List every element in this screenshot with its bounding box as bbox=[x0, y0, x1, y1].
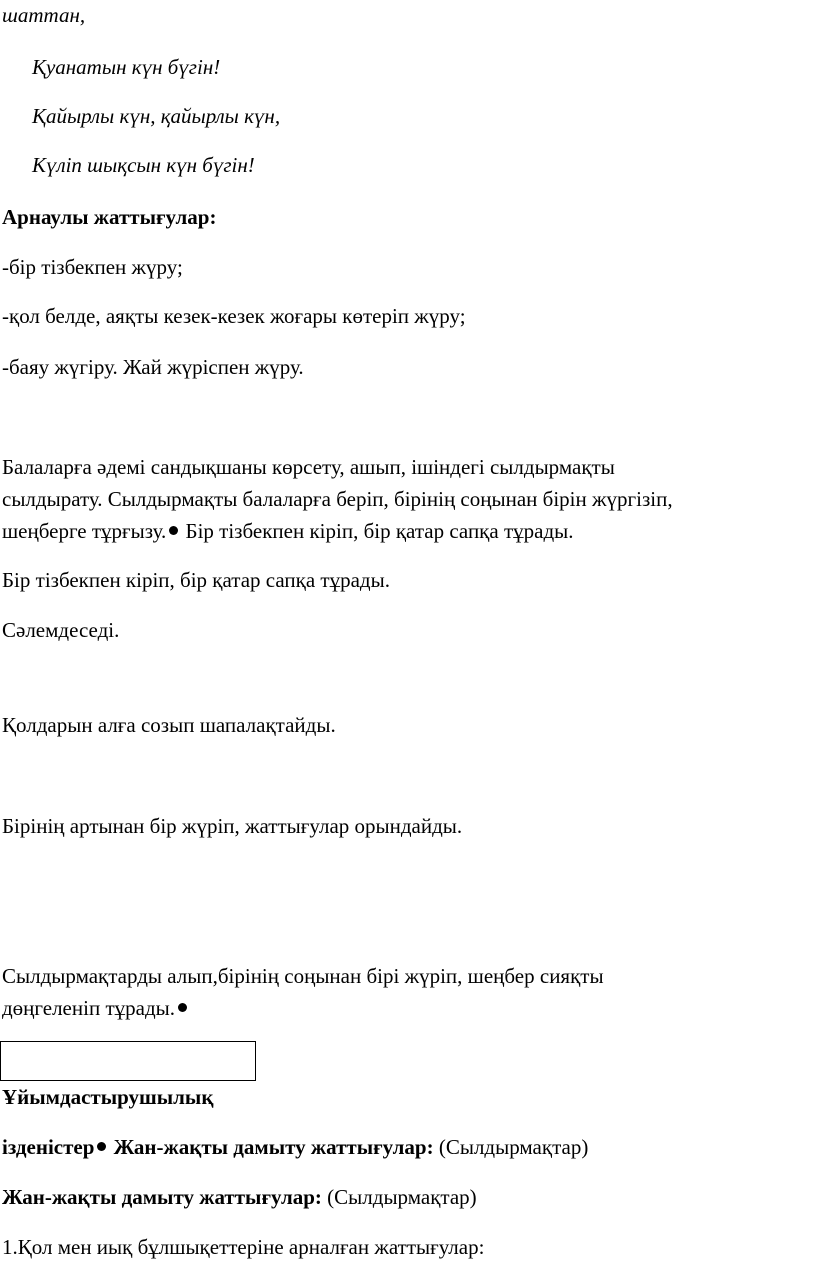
section-heading: Арнаулы жаттығулар: bbox=[2, 205, 217, 229]
section-line: ізденістер Жан-жақты дамыту жаттығулар: (Сылдырмақтар) bbox=[2, 1135, 589, 1159]
list-item: -қол белде, аяқты кезек-кезек жоғары көтеріп жүру; bbox=[2, 304, 466, 328]
paragraph-line: Балаларға әдемі сандықшаны көрсету, ашып, ішіндегі сылдырмақты bbox=[2, 455, 615, 479]
empty-box bbox=[0, 1041, 256, 1081]
text-line: Бірінің артынан бір жүріп, жаттығулар орындайды. bbox=[2, 814, 463, 838]
poem-line: Күліп шықсын күн бүгін! bbox=[32, 153, 255, 177]
poem-line: Қуанатын күн бүгін! bbox=[32, 55, 221, 79]
bullet-icon bbox=[97, 1142, 106, 1151]
poem-line: Қайырлы күн, қайырлы күн, bbox=[32, 104, 281, 128]
paragraph-line: шеңберге тұрғызу. Бір тізбекпен кіріп, бір қатар сапқа тұрады. bbox=[2, 519, 574, 543]
paragraph-line: дөңгеленіп тұрады. bbox=[2, 995, 189, 1021]
text-line: Сәлемдеседі. bbox=[2, 618, 120, 642]
section-line: Жан-жақты дамыту жаттығулар: (Сылдырмақтар) bbox=[2, 1185, 477, 1209]
paragraph-line: Сылдырмақтарды алып,бірінің соңынан бірі жүріп, шеңбер сияқты bbox=[2, 964, 604, 988]
bullet-icon bbox=[169, 526, 178, 535]
section-title: Ұйымдастырушылық bbox=[2, 1085, 214, 1109]
text-line: Қолдарын алға созып шапалақтайды. bbox=[2, 713, 336, 737]
bullet-icon bbox=[178, 1003, 187, 1012]
list-item: -бір тізбекпен жүру; bbox=[2, 255, 183, 279]
text-line: Бір тізбекпен кіріп, бір қатар сапқа тұрады. bbox=[2, 568, 390, 592]
list-item: -баяу жүгіру. Жай жүріспен жүру. bbox=[2, 355, 304, 379]
paragraph-line: сылдырату. Сылдырмақты балаларға беріп, бірінің соңынан бірін жүргізіп, bbox=[2, 487, 673, 511]
section-line: 1.Қол мен иық бұлшықеттеріне арналған жаттығулар: bbox=[2, 1235, 485, 1259]
poem-line: шаттан, bbox=[2, 3, 86, 27]
